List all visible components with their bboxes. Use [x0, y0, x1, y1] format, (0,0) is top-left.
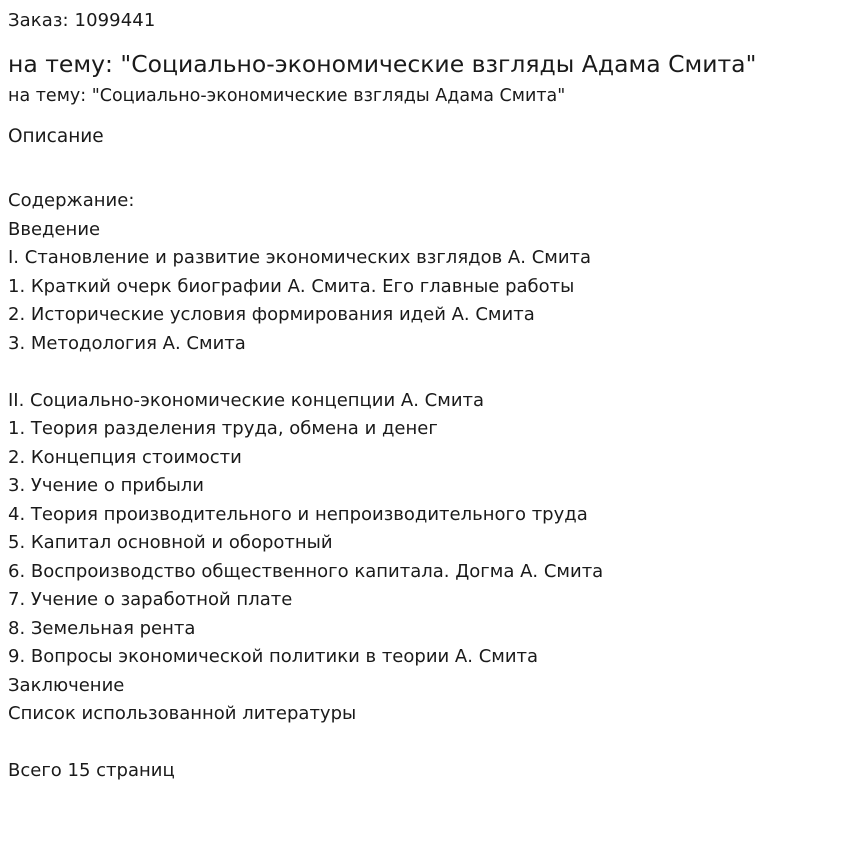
toc-line: 5. Капитал основной и оборотный: [8, 532, 333, 553]
table-of-contents: [8, 187, 839, 786]
toc-line: Содержание:: [8, 190, 135, 211]
toc-line: Список использованной литературы: [8, 703, 357, 724]
toc-line: Заключение: [8, 674, 125, 696]
description-heading: Описание: [8, 126, 104, 147]
toc-line: 9. Вопросы экономической политики в теории А. Смита: [8, 646, 539, 667]
toc-line: 1. Теория разделения труда, обмена и денег: [8, 418, 438, 439]
page-subtitle: на тему: "Социально-экономические взгляды Адама Смита": [8, 86, 566, 106]
order-number: Заказ: 1099441: [8, 10, 156, 31]
toc-line: 3. Учение о прибыли: [8, 475, 204, 496]
document-page: [8, 0, 839, 786]
toc-line: 3. Методология А. Смита: [8, 332, 246, 354]
toc-blank-line: [8, 729, 839, 758]
toc-line: 2. Концепция стоимости: [8, 446, 242, 468]
toc-line: 1. Краткий очерк биографии А. Смита. Его главные работы: [8, 275, 575, 297]
toc-line: 2. Исторические условия формирования идей А. Смита: [8, 304, 535, 325]
page-title: на тему: "Социально-экономические взгляды Адама Смита": [8, 50, 757, 78]
toc-line: 7. Учение о заработной плате: [8, 589, 293, 610]
toc-line: 6. Воспроизводство общественного капитала. Догма А. Смита: [8, 560, 604, 582]
toc-line: 8. Земельная рента: [8, 617, 196, 639]
toc-line: 4. Теория производительного и непроизводительного труда: [8, 503, 588, 525]
toc-line: II. Социально-экономические концепции А. Смита: [8, 389, 485, 411]
toc-line: Введение: [8, 218, 101, 240]
toc-line: I. Становление и развитие экономических взглядов А. Смита: [8, 247, 592, 268]
page-count: Всего 15 страниц: [8, 760, 175, 781]
toc-blank-line: [8, 358, 839, 387]
